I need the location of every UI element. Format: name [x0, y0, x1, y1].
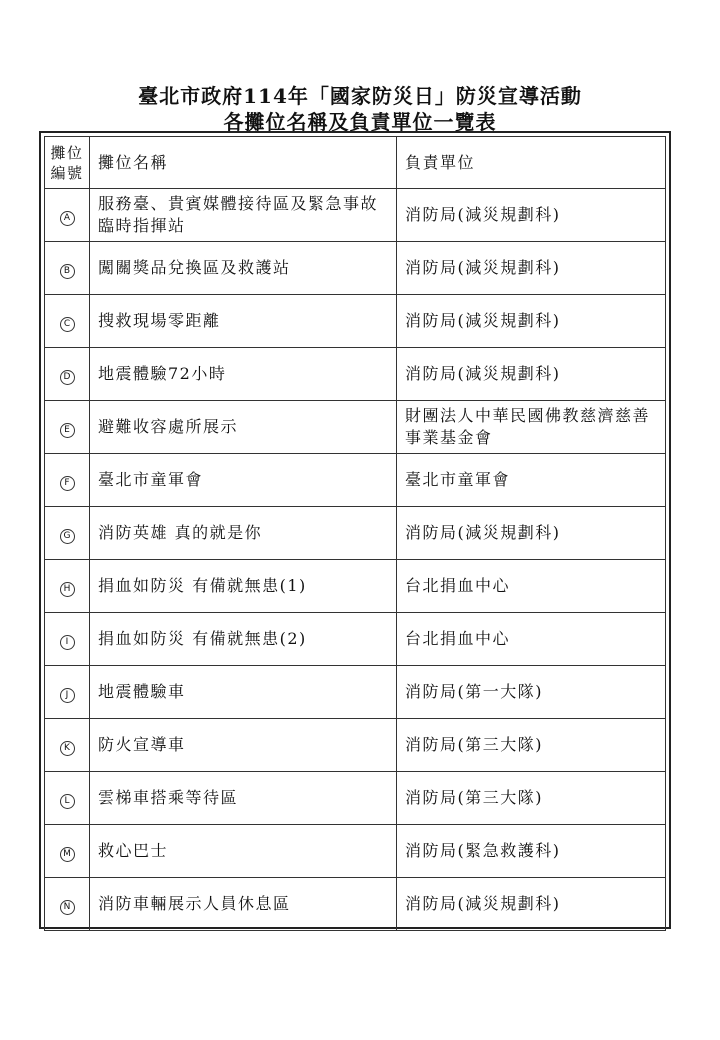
- booth-number-cell: [45, 878, 90, 931]
- booth-number-cell: [45, 719, 90, 772]
- responsible-unit-cell: 消防局(第三大隊): [397, 772, 666, 825]
- booth-number-cell: [45, 613, 90, 666]
- responsible-unit-cell: 消防局(減災規劃科): [397, 189, 666, 242]
- responsible-unit-cell: 台北捐血中心: [397, 613, 666, 666]
- responsible-unit-cell: 財團法人中華民國佛教慈濟慈善事業基金會: [397, 401, 666, 454]
- booth-number-cell: [45, 772, 90, 825]
- booth-number-cell: [45, 348, 90, 401]
- header-responsible-unit: 負責單位: [397, 137, 666, 189]
- booth-number-cell: [45, 666, 90, 719]
- booth-letter-badge: F: [60, 476, 75, 491]
- booth-name-cell: 避難收容處所展示: [90, 401, 397, 454]
- table-row: [45, 772, 666, 825]
- booth-letter-badge: D: [60, 370, 75, 385]
- responsible-unit-cell: 消防局(減災規劃科): [397, 507, 666, 560]
- booth-letter-badge: G: [60, 529, 75, 544]
- table-row: [45, 189, 666, 242]
- booth-name-cell: 救心巴士: [90, 825, 397, 878]
- booth-letter-badge: M: [60, 847, 75, 862]
- booth-number-cell: [45, 401, 90, 454]
- booth-name-cell: 捐血如防災 有備就無患(1): [90, 560, 397, 613]
- booth-letter-badge: N: [60, 900, 75, 915]
- booth-name-cell: 防火宣導車: [90, 719, 397, 772]
- header-booth-name: 攤位名稱: [90, 137, 397, 189]
- booth-table-frame: [39, 131, 671, 929]
- booth-number-cell: [45, 560, 90, 613]
- document-subtitle: 各攤位名稱及負責單位一覽表: [223, 110, 497, 134]
- booth-letter-badge: H: [60, 582, 75, 597]
- booth-name-cell: 消防英雄 真的就是你: [90, 507, 397, 560]
- booth-letter-badge: E: [60, 423, 75, 438]
- booth-letter-badge: I: [60, 635, 75, 650]
- responsible-unit-cell: 台北捐血中心: [397, 560, 666, 613]
- table-row: [45, 242, 666, 295]
- header-number-line1: 攤位: [50, 143, 84, 162]
- booth-number-cell: [45, 295, 90, 348]
- booth-letter-badge: J: [60, 688, 75, 703]
- document-title: 臺北市政府114年「國家防災日」防災宣導活動: [138, 84, 582, 108]
- booth-number-cell: [45, 242, 90, 295]
- booth-letter-badge: L: [60, 794, 75, 809]
- booth-number-cell: [45, 825, 90, 878]
- responsible-unit-cell: 消防局(減災規劃科): [397, 242, 666, 295]
- booth-name-cell: 捐血如防災 有備就無患(2): [90, 613, 397, 666]
- table-row: [45, 560, 666, 613]
- booth-name-cell: 消防車輛展示人員休息區: [90, 878, 397, 931]
- booth-name-cell: 地震體驗72小時: [90, 348, 397, 401]
- table-row: [45, 719, 666, 772]
- responsible-unit-cell: 臺北市童軍會: [397, 454, 666, 507]
- table-row: [45, 878, 666, 931]
- responsible-unit-cell: 消防局(減災規劃科): [397, 348, 666, 401]
- table-header-row: [45, 137, 666, 189]
- booth-letter-badge: B: [60, 264, 75, 279]
- table-row: [45, 401, 666, 454]
- table-row: [45, 507, 666, 560]
- booth-letter-badge: C: [60, 317, 75, 332]
- table-row: [45, 613, 666, 666]
- table-row: [45, 295, 666, 348]
- booth-name-cell: 臺北市童軍會: [90, 454, 397, 507]
- responsible-unit-cell: 消防局(減災規劃科): [397, 878, 666, 931]
- booth-letter-badge: K: [60, 741, 75, 756]
- table-row: [45, 666, 666, 719]
- table-row: [45, 348, 666, 401]
- booth-name-cell: 服務臺、貴賓媒體接待區及緊急事故臨時指揮站: [90, 189, 397, 242]
- booth-number-cell: [45, 454, 90, 507]
- table-row: [45, 825, 666, 878]
- header-number-line2: 編號: [50, 163, 84, 182]
- responsible-unit-cell: 消防局(第三大隊): [397, 719, 666, 772]
- booth-name-cell: 雲梯車搭乘等待區: [90, 772, 397, 825]
- responsible-unit-cell: 消防局(減災規劃科): [397, 295, 666, 348]
- booth-name-cell: 地震體驗車: [90, 666, 397, 719]
- booth-name-cell: 搜救現場零距離: [90, 295, 397, 348]
- table-row: [45, 454, 666, 507]
- responsible-unit-cell: 消防局(第一大隊): [397, 666, 666, 719]
- booth-number-cell: [45, 507, 90, 560]
- booth-letter-badge: A: [60, 211, 75, 226]
- header-booth-number: [45, 137, 90, 189]
- booth-number-cell: [45, 189, 90, 242]
- responsible-unit-cell: 消防局(緊急救護科): [397, 825, 666, 878]
- booth-table: [44, 136, 666, 931]
- booth-name-cell: 闖關獎品兌換區及救護站: [90, 242, 397, 295]
